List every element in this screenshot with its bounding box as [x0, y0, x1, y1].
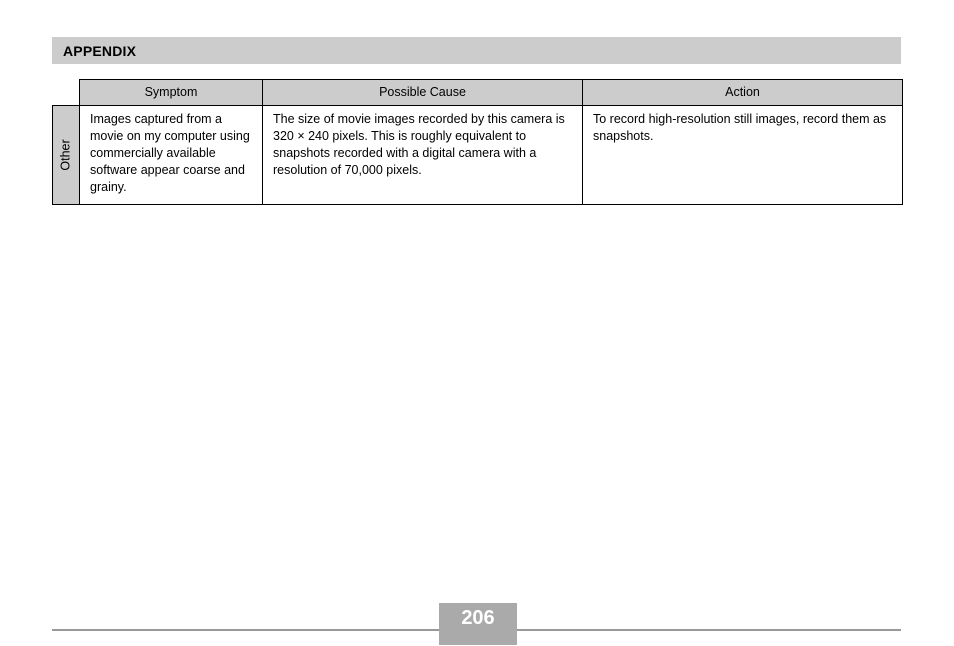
table-corner-cell [53, 80, 80, 106]
column-header-possible-cause: Possible Cause [263, 80, 583, 106]
section-title: APPENDIX [63, 43, 137, 59]
column-header-action: Action [583, 80, 903, 106]
section-header-bar [52, 37, 901, 64]
troubleshooting-table [52, 79, 903, 205]
possible-cause-cell: The size of movie images recorded by this camera is 320 × 240 pixels. This is roughly equivalent to snapshots recorded with a digital camera with a resolution of 70,000 pixels. [263, 106, 583, 205]
column-header-symptom: Symptom [80, 80, 263, 106]
category-cell [53, 106, 80, 205]
table-row [53, 106, 903, 205]
symptom-cell: Images captured from a movie on my computer using commercially available software appear coarse and grainy. [80, 106, 263, 205]
category-label: Other [58, 139, 73, 171]
action-cell: To record high-resolution still images, record them as snapshots. [583, 106, 903, 205]
page-number: 206 [461, 607, 495, 629]
table-header-row [53, 80, 903, 106]
page-number-box [439, 603, 517, 645]
